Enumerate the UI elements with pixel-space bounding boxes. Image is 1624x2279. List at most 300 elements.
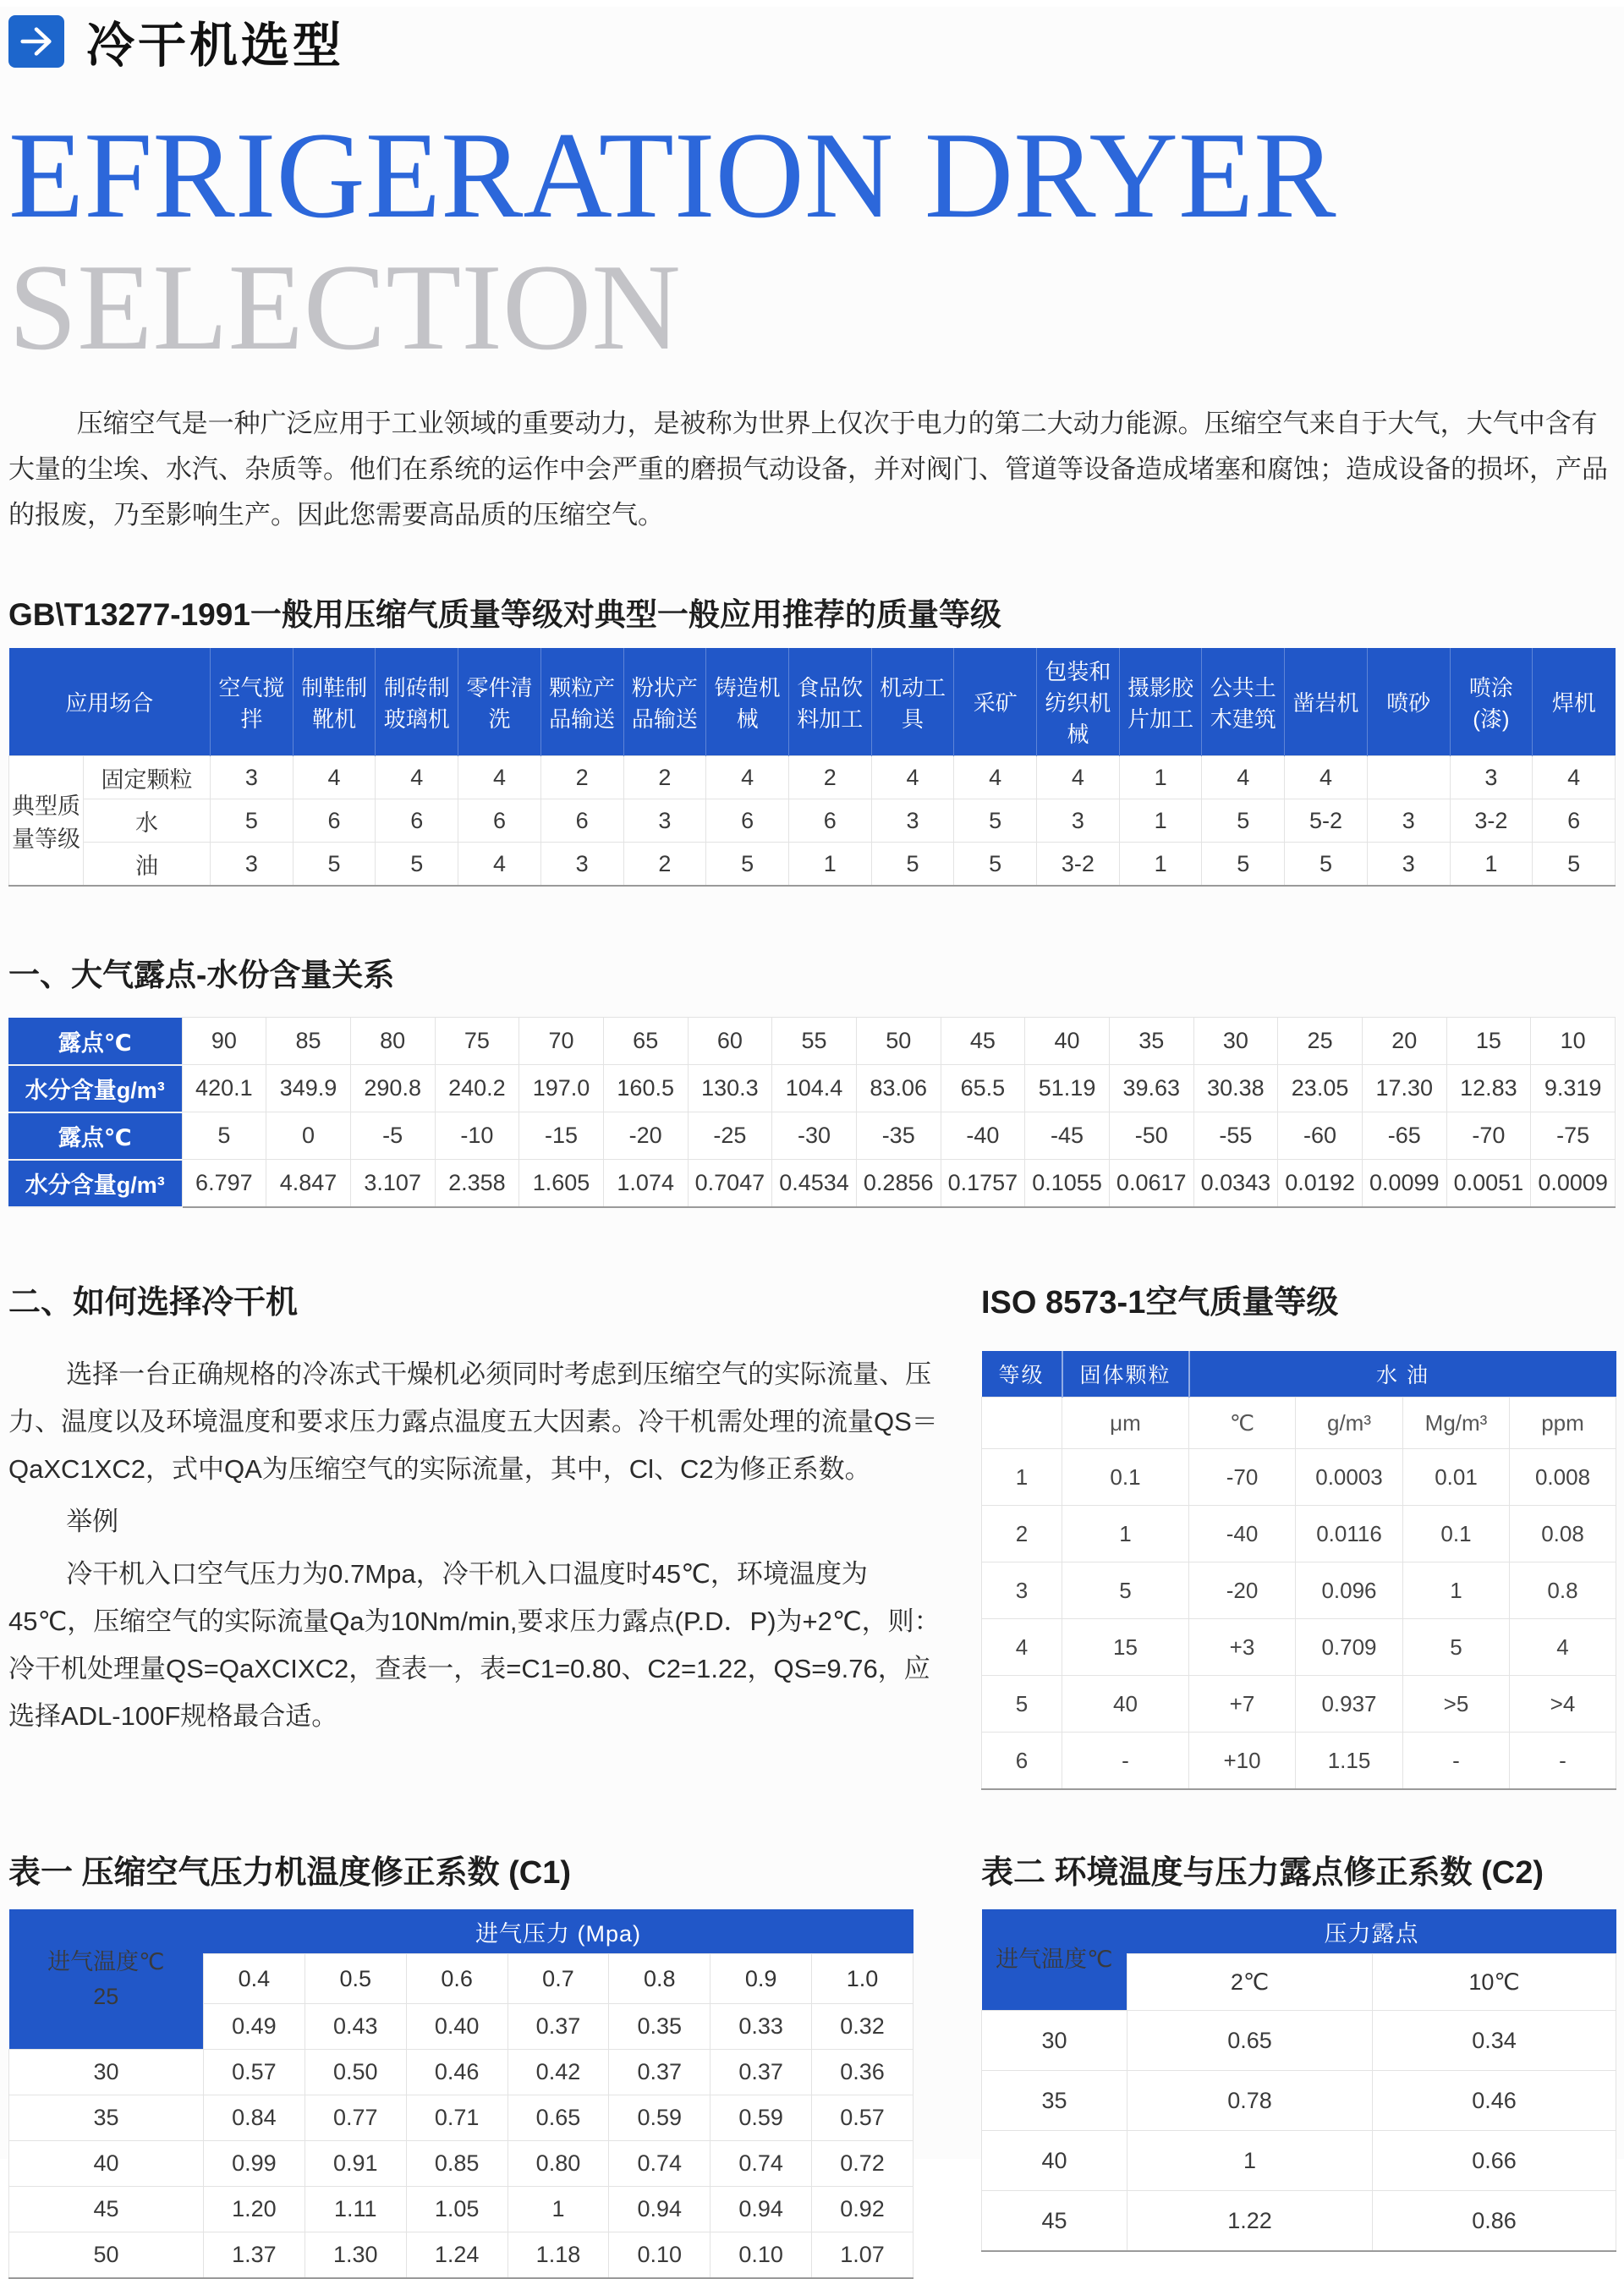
c2-column	[981, 1846, 1616, 2252]
cell: 10	[1531, 1018, 1616, 1065]
table-row	[9, 2187, 914, 2232]
cell: 0.0099	[1362, 1160, 1446, 1208]
cell: 0.57	[204, 2050, 305, 2095]
cell: 3	[623, 799, 706, 843]
cell: 5	[1403, 1619, 1510, 1676]
iso-units-row	[982, 1398, 1616, 1449]
cell: -15	[519, 1112, 604, 1160]
cell: 0.0116	[1296, 1506, 1403, 1562]
cell: 0.10	[710, 2232, 812, 2279]
col-header: 机动工具	[871, 648, 954, 756]
table-row	[982, 1449, 1616, 1506]
c1-correction-table	[8, 1909, 914, 2279]
gb-table-title: GB\T13277-1991一般用压缩气质量等级对典型一般应用推荐的质量等级	[8, 597, 1001, 632]
cell: 1.07	[812, 2232, 914, 2279]
cell: +10	[1189, 1733, 1296, 1790]
cell: 2.358	[435, 1160, 519, 1208]
unit-cell: ppm	[1510, 1398, 1616, 1449]
cell: 1	[1403, 1562, 1510, 1619]
cell: 3	[1367, 843, 1450, 887]
iso-header-water-oil: 水 油	[1189, 1351, 1616, 1398]
cell: 0.40	[406, 2004, 508, 2050]
unit-cell: g/m³	[1296, 1398, 1403, 1449]
cell: 0.57	[812, 2095, 914, 2141]
col-header: 喷涂(漆)	[1450, 648, 1533, 756]
cell: 420.1	[182, 1065, 266, 1112]
col-header: 包装和纺织机械	[1037, 648, 1120, 756]
cell: 30.38	[1193, 1065, 1278, 1112]
table-row	[9, 2141, 914, 2187]
cell: 1	[508, 2187, 609, 2232]
gb-header-row	[9, 648, 1616, 756]
cell: 0.99	[204, 2141, 305, 2187]
table-row	[982, 1506, 1616, 1562]
dewpoint-value: 10℃	[1373, 1954, 1616, 2011]
cell: 6	[293, 799, 376, 843]
cell: 5	[1062, 1562, 1189, 1619]
pressure-value: 0.9	[710, 1954, 812, 2004]
cell: 0.35	[609, 2004, 710, 2050]
cell: 3-2	[1037, 843, 1120, 887]
col-header: 制鞋制靴机	[293, 648, 376, 756]
cell: 5	[376, 843, 458, 887]
cell: 1.22	[1127, 2191, 1373, 2252]
col-header: 空气搅拌	[211, 648, 294, 756]
cell: 4	[1202, 756, 1285, 799]
cell: 3	[871, 799, 954, 843]
dewpoint-value: 2℃	[1127, 1954, 1373, 2011]
table-row	[982, 1676, 1616, 1733]
cell: 4	[1037, 756, 1120, 799]
cell: -70	[1446, 1112, 1531, 1160]
cell: 2	[623, 843, 706, 887]
iso-header-row	[982, 1351, 1616, 1398]
iso-header-grade: 等级	[998, 1364, 1045, 1387]
section2-example-paragraph: 冷干机入口空气压力为0.7Mpa，冷干机入口温度时45℃，环境温度为45℃，压缩空气的实际流量Qa为10Nm/min,要求压力露点(P.D．P)为+2℃，则：冷干机处理量QS=QaXCIXC2，查表一，表=C1=0.80、C2=1.22，QS=9.76，应选择ADL-100F规格最合适。	[8, 1559, 941, 1731]
cell: 15	[1446, 1018, 1531, 1065]
pressure-value: 0.4	[204, 1954, 305, 2004]
cell: 1.37	[204, 2232, 305, 2279]
cell: 5	[706, 843, 789, 887]
cell: -20	[603, 1112, 688, 1160]
cell: 0.0343	[1193, 1160, 1278, 1208]
cell: 0.59	[710, 2095, 812, 2141]
cell: 1	[1119, 843, 1202, 887]
cell: 1.605	[519, 1160, 604, 1208]
intro-paragraph: 压缩空气是一种广泛应用于工业领域的重要动力，是被称为世界上仅次于电力的第二大动力能源。压缩空气来自于大气，大气中含有大量的尘埃、水汽、杂质等。他们在系统的运作中会严重的磨损气动设备，并对阀门、管道等设备造成堵塞和腐蚀；造成设备的损坏，产品的报废，乃至影响生产。因此您需要高品质的压缩空气。	[8, 409, 1608, 530]
table-row	[9, 2232, 914, 2279]
cell: 3	[1367, 799, 1450, 843]
c2-correction-table	[981, 1909, 1616, 2252]
cell: 0.65	[1127, 2011, 1373, 2071]
section2-paragraph: 选择一台正确规格的冷冻式干燥机必须同时考虑到压缩空气的实际流量、压力、温度以及环境温度和要求压力露点温度五大因素。冷干机需处理的流量QS＝QaXC1XC2，式中QA为压缩空气的实际流量，其中，Cl、C2为修正系数。	[8, 1359, 938, 1484]
cell: 0.33	[710, 2004, 812, 2050]
table-row	[982, 2131, 1616, 2191]
cell: 60	[688, 1018, 772, 1065]
temp-label: 30	[9, 2050, 204, 2095]
cell: 5	[182, 1112, 266, 1160]
col-header: 采矿	[954, 648, 1037, 756]
temp-label: 30	[982, 2011, 1127, 2071]
c1-column	[8, 1846, 947, 2279]
cell: 0.50	[304, 2050, 406, 2095]
cell: +7	[1189, 1676, 1296, 1733]
temp-label: 40	[982, 2131, 1127, 2191]
cell: 1.15	[1296, 1733, 1403, 1790]
cell: 4	[458, 756, 541, 799]
cell: 5	[871, 843, 954, 887]
cell: -50	[1109, 1112, 1193, 1160]
cell: 17.30	[1362, 1065, 1446, 1112]
cell: >4	[1510, 1676, 1616, 1733]
cell: 85	[266, 1018, 351, 1065]
cell: 6	[376, 799, 458, 843]
c1-pressure-header: 进气压力 (Mpa)	[204, 1909, 914, 1954]
table-row	[9, 799, 1616, 843]
page	[0, 7, 1624, 2267]
cell: -70	[1189, 1449, 1296, 1506]
cell: 1.30	[304, 2232, 406, 2279]
cell: -	[1062, 1733, 1189, 1790]
cell: 0.0009	[1531, 1160, 1616, 1208]
table-row	[982, 2011, 1616, 2071]
cell: 4	[871, 756, 954, 799]
cell: 1.074	[603, 1160, 688, 1208]
section2-example-label: 举例	[66, 1507, 119, 1536]
cell: 0.1757	[941, 1160, 1025, 1208]
cell: 4	[706, 756, 789, 799]
page-header	[8, 7, 1616, 76]
cell: 83.06	[856, 1065, 941, 1112]
cell: 0.94	[710, 2187, 812, 2232]
cell: 130.3	[688, 1065, 772, 1112]
cell: 1	[982, 1449, 1062, 1506]
cell: 0.72	[812, 2141, 914, 2187]
pressure-value: 0.8	[609, 1954, 710, 2004]
unit-cell: Mg/m³	[1403, 1398, 1510, 1449]
pressure-value: 1.0	[812, 1954, 914, 2004]
page-title: 冷干机选型	[86, 19, 344, 73]
cell: 0.37	[609, 2050, 710, 2095]
cell: -30	[772, 1112, 857, 1160]
cell: 0.1055	[1025, 1160, 1110, 1208]
iso-column	[981, 1276, 1616, 1790]
c2-table-title: 表二 环境温度与压力露点修正系数 (C2)	[981, 1855, 1544, 1891]
c1-header-row	[9, 1909, 914, 1954]
section1-title: 一、大气露点-水份含量关系	[8, 958, 395, 992]
c1-corner-cell: 进气温度℃ 25	[9, 1909, 204, 2050]
temp-label: 50	[9, 2232, 204, 2279]
cell: 2	[788, 756, 871, 799]
cell: 3	[540, 843, 623, 887]
cell: 5	[1202, 843, 1285, 887]
cell: 4	[1510, 1619, 1616, 1676]
cell: 0.01	[1403, 1449, 1510, 1506]
cell: -75	[1531, 1112, 1616, 1160]
row-label: 油	[84, 843, 211, 887]
cell: 0.096	[1296, 1562, 1403, 1619]
cell: 0.80	[508, 2141, 609, 2187]
temp-label: 45	[9, 2187, 204, 2232]
cell: 65	[603, 1018, 688, 1065]
cell: 51.19	[1025, 1065, 1110, 1112]
cell: 0.71	[406, 2095, 508, 2141]
cell: 0.85	[406, 2141, 508, 2187]
table-row	[982, 1562, 1616, 1619]
col-header: 铸造机械	[706, 648, 789, 756]
cell: 0.7047	[688, 1160, 772, 1208]
cell: -10	[435, 1112, 519, 1160]
cell: 3	[211, 756, 294, 799]
cell: -60	[1278, 1112, 1363, 1160]
table-row	[982, 2191, 1616, 2252]
cell: 0.36	[812, 2050, 914, 2095]
cell: 40	[1025, 1018, 1110, 1065]
col-header: 制砖制玻璃机	[376, 648, 458, 756]
cell: 4	[458, 843, 541, 887]
cell: 6	[982, 1733, 1062, 1790]
cell: 160.5	[603, 1065, 688, 1112]
cell: 0.84	[204, 2095, 305, 2141]
cell: 4	[293, 756, 376, 799]
cell: 30	[1193, 1018, 1278, 1065]
cell: 0.74	[710, 2141, 812, 2187]
pressure-value: 0.6	[406, 1954, 508, 2004]
cell: 3	[1450, 756, 1533, 799]
cell: 0.709	[1296, 1619, 1403, 1676]
cell: 25	[1278, 1018, 1363, 1065]
cell: 1	[1127, 2131, 1373, 2191]
cell: 240.2	[435, 1065, 519, 1112]
pressure-value: 0.7	[508, 1954, 609, 2004]
arrow-right-icon	[8, 15, 64, 68]
cell: 1.18	[508, 2232, 609, 2279]
cell: 15	[1062, 1619, 1189, 1676]
section2-row	[8, 1276, 1616, 1790]
cell	[1367, 756, 1450, 799]
cell: -	[1403, 1733, 1510, 1790]
col-header: 粉状产品输送	[623, 648, 706, 756]
table-row	[9, 2095, 914, 2141]
cell: 0.43	[304, 2004, 406, 2050]
cell: 4	[982, 1619, 1062, 1676]
cell: 3.107	[350, 1160, 435, 1208]
cell: 1	[1119, 799, 1202, 843]
cell: 5	[293, 843, 376, 887]
cell: 0.86	[1373, 2191, 1616, 2252]
cell: 0.1	[1403, 1506, 1510, 1562]
table-row	[8, 1112, 1616, 1160]
cell: +3	[1189, 1619, 1296, 1676]
row-label: 露点℃	[8, 1112, 182, 1160]
cell: 0.10	[609, 2232, 710, 2279]
cell: 0.4534	[772, 1160, 857, 1208]
cell: -35	[856, 1112, 941, 1160]
unit-cell: μm	[1062, 1398, 1189, 1449]
gb-corner-header: 应用场合	[9, 648, 211, 756]
cell: 5	[1285, 843, 1368, 887]
cell: 35	[1109, 1018, 1193, 1065]
cell: 0.49	[204, 2004, 305, 2050]
cell: 3-2	[1450, 799, 1533, 843]
temp-label: 35	[982, 2071, 1127, 2131]
cell: 0.74	[609, 2141, 710, 2187]
row-group-label: 典型质量等级	[9, 756, 84, 887]
table-row	[982, 1619, 1616, 1676]
cell: 2	[623, 756, 706, 799]
cell: -55	[1193, 1112, 1278, 1160]
cell: -5	[350, 1112, 435, 1160]
cell: 4.847	[266, 1160, 351, 1208]
cell: 0.2856	[856, 1160, 941, 1208]
table-row	[8, 1065, 1616, 1112]
temp-label: 40	[9, 2141, 204, 2187]
col-header: 公共土木建筑	[1202, 648, 1285, 756]
cell: 3	[1037, 799, 1120, 843]
cell: 23.05	[1278, 1065, 1363, 1112]
section2-column	[8, 1276, 947, 1740]
table-row	[8, 1018, 1616, 1065]
cell: 5	[1202, 799, 1285, 843]
c2-dewpoint-header: 压力露点	[1127, 1909, 1616, 1954]
cell: 0.0617	[1109, 1160, 1193, 1208]
iso-header-particles: 固体颗粒	[1062, 1351, 1189, 1398]
iso-quality-table	[981, 1351, 1616, 1790]
cell: 0.37	[710, 2050, 812, 2095]
cell: 0.937	[1296, 1676, 1403, 1733]
cell: 5	[982, 1676, 1062, 1733]
row-label: 露点℃	[8, 1018, 182, 1065]
cell: 3	[211, 843, 294, 887]
cell: 4	[376, 756, 458, 799]
table-row	[8, 1160, 1616, 1208]
cell: 45	[941, 1018, 1025, 1065]
cell: 12.83	[1446, 1065, 1531, 1112]
cell: 4	[954, 756, 1037, 799]
row-label: 水分含量g/m³	[8, 1160, 182, 1208]
table-row	[982, 2071, 1616, 2131]
cell: 197.0	[519, 1065, 604, 1112]
dewpoint-table	[8, 1017, 1616, 1208]
cell: 1	[1450, 843, 1533, 887]
cell: 104.4	[772, 1065, 857, 1112]
cell: 0.65	[508, 2095, 609, 2141]
title-english-line1: EFRIGERATION DRYER	[8, 107, 1336, 244]
col-header: 焊机	[1533, 648, 1616, 756]
cell: 6	[1533, 799, 1616, 843]
table-row	[9, 756, 1616, 799]
cell: 6	[458, 799, 541, 843]
cell: 50	[856, 1018, 941, 1065]
gb-quality-table	[8, 648, 1616, 887]
cell: 0.46	[406, 2050, 508, 2095]
table-row	[9, 2050, 914, 2095]
row-label: 水	[84, 799, 211, 843]
cell: 349.9	[266, 1065, 351, 1112]
cell: -40	[1189, 1506, 1296, 1562]
cell: 0.8	[1510, 1562, 1616, 1619]
cell: 6	[788, 799, 871, 843]
cell: 9.319	[1531, 1065, 1616, 1112]
c1-table-title: 表一 压缩空气压力机温度修正系数 (C1)	[8, 1855, 572, 1891]
section2-title: 二、如何选择冷干机	[8, 1285, 299, 1321]
cell: 0.92	[812, 2187, 914, 2232]
cell: 20	[1362, 1018, 1446, 1065]
col-header: 喷砂	[1367, 648, 1450, 756]
col-header: 摄影胶片加工	[1119, 648, 1202, 756]
temp-label: 45	[982, 2191, 1127, 2252]
cell: 0.59	[609, 2095, 710, 2141]
row-label: 水分含量g/m³	[8, 1065, 182, 1112]
cell: 290.8	[350, 1065, 435, 1112]
cell: 1.05	[406, 2187, 508, 2232]
cell: -40	[941, 1112, 1025, 1160]
cell: 40	[1062, 1676, 1189, 1733]
c2-corner-cell: 进气温度℃	[982, 1909, 1127, 2011]
cell: -	[1510, 1733, 1616, 1790]
cell: 1	[788, 843, 871, 887]
cell: 75	[435, 1018, 519, 1065]
cell: 2	[540, 756, 623, 799]
cell: 4	[1285, 756, 1368, 799]
cell: 39.63	[1109, 1065, 1193, 1112]
cell: 0.42	[508, 2050, 609, 2095]
cell: 6	[706, 799, 789, 843]
c2-header-row	[982, 1909, 1616, 1954]
cell: 5	[954, 799, 1037, 843]
cell: 0.46	[1373, 2071, 1616, 2131]
cell: 55	[772, 1018, 857, 1065]
cell: 80	[350, 1018, 435, 1065]
iso-table-title: ISO 8573-1空气质量等级	[981, 1285, 1339, 1321]
cell: 0.91	[304, 2141, 406, 2187]
cell: 0.0051	[1446, 1160, 1531, 1208]
cell: 0	[266, 1112, 351, 1160]
unit-cell: ℃	[1189, 1398, 1296, 1449]
cell: 6.797	[182, 1160, 266, 1208]
cell: 0.08	[1510, 1506, 1616, 1562]
col-header: 食品饮料加工	[788, 648, 871, 756]
table-row	[9, 843, 1616, 887]
row-label: 固定颗粒	[84, 756, 211, 799]
cell: 1	[1119, 756, 1202, 799]
cell: 0.0003	[1296, 1449, 1403, 1506]
temp-label: 35	[9, 2095, 204, 2141]
cell: 0.008	[1510, 1449, 1616, 1506]
cell: 4	[1533, 756, 1616, 799]
cell: 0.78	[1127, 2071, 1373, 2131]
cell: 1.20	[204, 2187, 305, 2232]
cell: 1.11	[304, 2187, 406, 2232]
col-header: 凿岩机	[1285, 648, 1368, 756]
cell: >5	[1403, 1676, 1510, 1733]
cell: 5	[211, 799, 294, 843]
cell: 6	[540, 799, 623, 843]
cell: 0.77	[304, 2095, 406, 2141]
cell: 90	[182, 1018, 266, 1065]
cell: -25	[688, 1112, 772, 1160]
cell: 0.0192	[1278, 1160, 1363, 1208]
cell: 1	[1062, 1506, 1189, 1562]
cell: 0.32	[812, 2004, 914, 2050]
cell: 65.5	[941, 1065, 1025, 1112]
cell: 0.37	[508, 2004, 609, 2050]
cell: 2	[982, 1506, 1062, 1562]
table-row	[982, 1733, 1616, 1790]
col-header: 颗粒产品输送	[540, 648, 623, 756]
cell: 5	[954, 843, 1037, 887]
cell: 0.34	[1373, 2011, 1616, 2071]
